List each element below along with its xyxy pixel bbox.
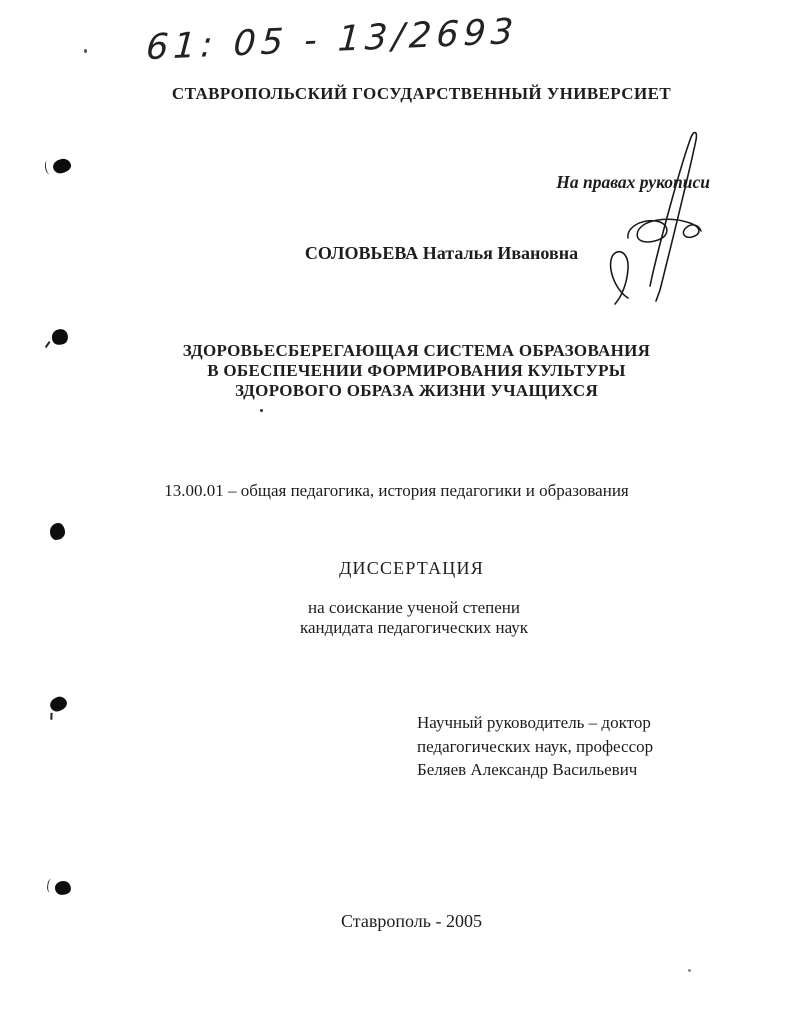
manuscript-rights-note: На правах рукописи xyxy=(556,172,710,192)
supervisor-line-1: Научный руководитель – доктор xyxy=(417,713,651,732)
supervisor-line-3: Беляев Александр Васильевич xyxy=(417,760,638,779)
supervisor-block xyxy=(417,711,653,782)
ink-blot xyxy=(54,880,71,896)
document-type: ДИССЕРТАЦИЯ xyxy=(339,558,484,578)
dissertation-title xyxy=(40,341,793,401)
title-line-1: ЗДОРОВЬЕСБЕРЕГАЮЩАЯ СИСТЕМА ОБРАЗОВАНИЯ xyxy=(182,341,651,360)
signature xyxy=(598,120,718,305)
scan-speck xyxy=(84,49,87,53)
title-line-2: В ОБЕСПЕЧЕНИИ ФОРМИРОВАНИЯ КУЛЬТУРЫ xyxy=(207,361,626,380)
scan-speck xyxy=(688,969,691,972)
ink-blot xyxy=(52,158,72,175)
title-line-3: ЗДОРОВОГО ОБРАЗА ЖИЗНИ УЧАЩИХСЯ xyxy=(234,381,599,400)
city-and-year: Ставрополь - 2005 xyxy=(341,911,482,931)
ink-blot xyxy=(50,523,65,540)
ink-blot xyxy=(48,695,68,714)
degree-line-2: кандидата педагогических наук xyxy=(299,618,529,637)
specialty-code: 13.00.01 – общая педагогика, история педагогики и образования xyxy=(164,481,629,500)
university-name: СТАВРОПОЛЬСКИЙ ГОСУДАРСТВЕННЫЙ УНИВЕРСИЕТ xyxy=(171,84,672,103)
handwritten-catalog-number: 61: 05 - 13/2693 xyxy=(144,11,520,69)
supervisor-line-2: педагогических наук, профессор xyxy=(417,736,654,756)
degree-line-1: на соискание ученой степени xyxy=(307,598,521,617)
degree-statement xyxy=(35,598,793,638)
author-name: СОЛОВЬЕВА Наталья Ивановна xyxy=(304,243,579,263)
scan-speck xyxy=(260,409,263,412)
